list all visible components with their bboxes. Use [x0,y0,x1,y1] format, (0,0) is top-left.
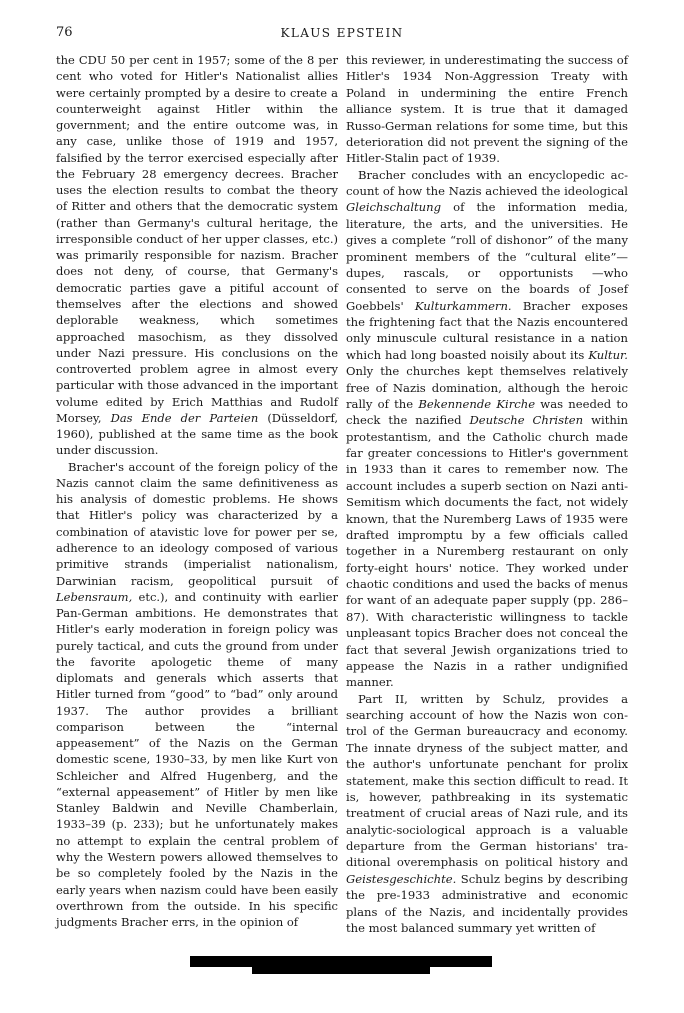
text-run: etc.), and continuity with earlier Pan-German ambitions. He demonstrates that Hitler's early moderation in foreign policy was purely tactical, and cuts the ground from under the favorite apologetic theme of many diplomats and generals which asserts that Hitler turned from “good” to “bad” only around 1937. The author provides a brilliant comparison between the “internal appeasement” of the Nazis on the German domestic scene, 1930–33, by men like Kurt von Schleicher and Alfred Hugenberg, and the “external appeasement” of Hitler by men like Stanley Baldwin and Neville Chamberlain, 1933–39 (p. 233); but he unfortunately makes no attempt to explain the central problem of why the Western powers allowed themselves to be so completely fooled by the Nazis in the early years when nazism could have been easily overthrown from the outside. In his specific judgments Bracher errs, in the opinion of [56,589,338,930]
paragraph [346,167,628,691]
left-column [56,52,338,930]
redaction-bar-bottom [252,967,430,974]
running-head: KLAUS EPSTEIN [280,26,404,40]
italic-term: Deutsche Christen [469,413,584,428]
text-run: Schulz begins by describing the pre-1933 administrative and economic plans of the Nazis, and incidentally provides the most balanced summary yet written of [346,871,628,935]
italic-term: Lebensraum, [56,589,133,604]
page-header [56,25,628,41]
text-run: of the information media, literature, the arts, and the universities. He gives a complete “roll of dishonor” of the many prominent members of the “cultural elite”—dupes, rascals, or opportunists —who consented to serve on the boards of Josef Goebbels' [346,200,628,313]
italic-term: Kultur. [588,347,628,362]
paragraph-continued [56,52,338,459]
text-run: Bracher's account of the foreign policy of the Nazis cannot claim the same definitiveness as his analysis of domestic problems. He shows that Hitler's policy was characterized by a combination of atavistic love for power per se, adherence to an ideology composed of various primitive strands (imperialist nationalism, Darwinian racism, geopolitical pursuit of [56,459,338,588]
text-run: the CDU 50 per cent in 1957; some of the 8 per cent who voted for Hitler's Nationalist allies were certainly prompted by a desire to create a counterweight against Hitler within the government; and the entire outcome was, in any case, unlike those of 1919 and 1957, falsified by the terror exercised especially after the February 28 emergency decrees. Bracher uses the election results to combat the theory of Ritter and others that the democratic system (rather than Germany's cultural heritage, the irresponsible conduct of her upper classes, etc.) was primarily responsible for nazism. Bracher does not deny, of course, that Germany's democratic parties gave a pitiful account of themselves after the elections and showed deplorable weakness, which sometimes approached masochism, as they dissolved under Nazi pressure. His conclusions on the controverted problem agree in almost every particular with those advanced in the important volume edited by Erich Matthias and Rudolf Morsey, [56,53,338,425]
text-run: Bracher exposes the frightening fact that the Nazis encountered only minuscule cultural resistance in a nation which had long boasted noisily about its [346,298,628,362]
text-run: Bracher concludes with an encyclopedic account of how the Nazis achieved the ideological [346,167,628,198]
redaction-bar-top [190,956,492,967]
italic-term: Kulturkammern. [414,298,512,313]
text-run: Part II, written by Schulz, provides a searching account of how the Nazis won control of the German bureaucracy and economy. The innate dryness of the subject matter, and the author's unfortunate penchant for prolix statement, make this section difficult to read. It is, however, pathbreaking in its systematic treatment of crucial areas of Nazi rule, and its analytic-sociological approach is a valuable departure from the German historians' traditional overemphasis on political history and [346,691,628,870]
italic-term: Geistesgeschichte. [346,871,457,886]
italic-term: Gleichschaltung [346,200,442,215]
italic-term: Bekennende Kirche [418,396,536,411]
text-run: Only the churches kept themselves relatively free of Nazis domination, although the heroic rally of the [346,364,628,411]
paragraph [56,459,338,931]
right-column [346,52,628,936]
text-run: was needed to check the nazified [346,396,629,428]
page-number: 76 [56,25,73,40]
paragraph-continued [346,52,628,167]
text-run: (Düsseldorf, 1960), published at the same time as the book under discussion. [56,410,339,458]
paragraph [346,691,628,937]
text-run: this reviewer, in underestimating the success of Hitler's 1934 Non-Aggression Treaty with Poland in undermining the entire French alliance system. It is true that it damaged Russo-German relations for some time, but this deterioration did not prevent the signing of the Hitler-Stalin pact of 1939. [346,53,628,166]
italic-title: Das Ende der Parteien [110,410,259,425]
text-run: within protestantism, and the Catholic church made far greater concessions to Hitler's government in 1933 than it cares to remember now. The account includes a superb section on Nazi anti-Semitism which documents the fact, not widely known, that the Nuremberg Laws of 1935 were drafted impromptu by a few officials called together in a Nuremberg restaurant on only forty-eight hours' notice. They worked under chaotic conditions and used the backs of menus for want of an adequate paper supply (pp. 286–87). With characteristic willingness to tackle unpleasant topics Bracher does not conceal the fact that several Jewish organizations tried to appease the Nazis in a rather undignified manner. [346,413,629,690]
